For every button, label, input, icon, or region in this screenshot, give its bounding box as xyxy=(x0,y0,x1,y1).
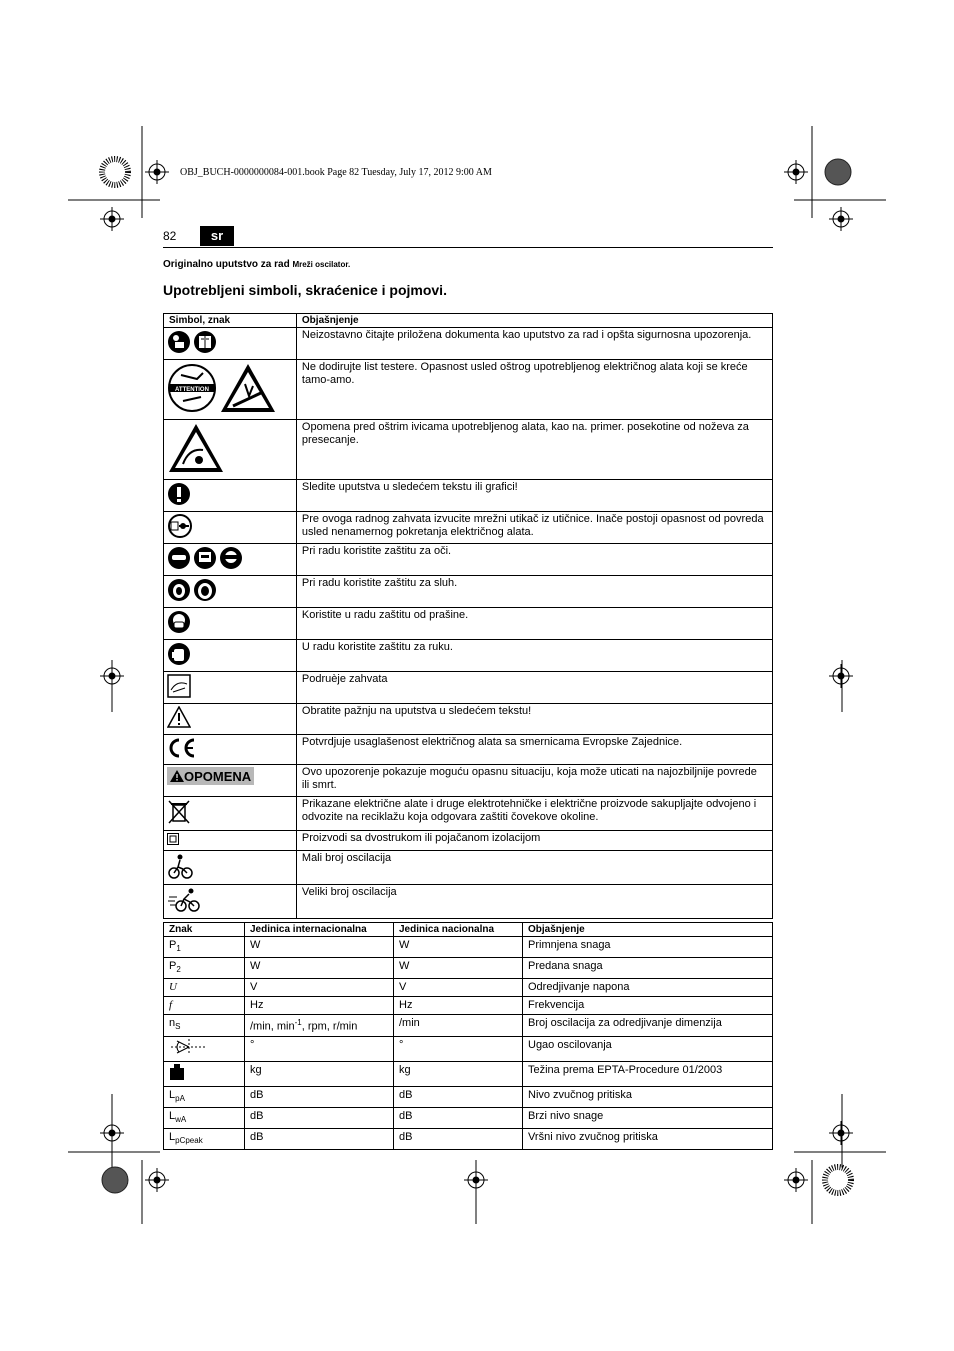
explanation-cell: Podruèje zahvata xyxy=(296,672,772,704)
explanation-cell: U radu koristite zaštitu za ruku. xyxy=(296,640,772,672)
goggles-icon xyxy=(219,546,243,573)
intl-unit-cell: W xyxy=(245,958,394,979)
double-insulation-icon xyxy=(167,833,179,848)
symbol-cell xyxy=(164,544,297,576)
natl-unit-cell: Hz xyxy=(394,997,523,1015)
symbol-table xyxy=(163,313,773,919)
opomena-label xyxy=(167,767,254,785)
explanation-cell: Neizostavno čitajte priložena dokumenta kao uputstvo za rad i opšta sigurnosna upozorenja. xyxy=(296,328,772,360)
sign-cell: $P_1$ xyxy=(164,937,245,958)
table-row xyxy=(164,704,773,735)
table-row xyxy=(164,885,773,919)
table-row xyxy=(164,735,773,765)
table-row xyxy=(164,1036,773,1061)
slow-cyclist-icon xyxy=(167,853,193,882)
explanation-cell: Pre ovoga radnog zahvata izvucite mrežni utikač iz utičnice. Inače postoji opasnost od povreda usled nenamernog pokretanja električnog alata. xyxy=(296,512,772,544)
symbol-cell xyxy=(164,640,297,672)
header-rule xyxy=(163,247,773,248)
symbol-cell xyxy=(164,480,297,512)
table-row xyxy=(164,328,773,360)
description-cell: Primnjena snaga xyxy=(523,937,773,958)
eye-protection-icon xyxy=(167,546,191,573)
sign-cell: f xyxy=(164,997,245,1015)
explanation-cell: Obratite pažnju na uputstva u sledećem tekstu! xyxy=(296,704,772,735)
table-row xyxy=(164,937,773,958)
explanation-cell: Sledite uputstva u sledećem tekstu ili grafici! xyxy=(296,480,772,512)
page-number: 82 xyxy=(163,229,177,243)
intl-unit-cell: V xyxy=(245,979,394,997)
intl-unit-cell: dB xyxy=(245,1107,394,1128)
table-row xyxy=(164,608,773,640)
sign-cell: $n_S$ xyxy=(164,1015,245,1036)
dust-mask-icon xyxy=(167,610,191,637)
weee-bin-icon xyxy=(167,799,191,828)
table-row xyxy=(164,831,773,851)
description-cell: Frekvencija xyxy=(523,997,773,1015)
language-badge: sr xyxy=(200,226,234,246)
intl-unit-cell: dB xyxy=(245,1086,394,1107)
table-row xyxy=(164,851,773,885)
description-cell: Ugao oscilovanja xyxy=(523,1036,773,1061)
header-symbol: Simbol, znak xyxy=(164,314,297,328)
symbol-cell xyxy=(164,576,297,608)
subtitle-tool: Mreži oscilator. xyxy=(292,260,351,269)
svg-text:ATTENTION: ATTENTION xyxy=(175,387,209,393)
explanation-cell: Koristite u radu zaštitu od prašine. xyxy=(296,608,772,640)
subtitle-main: Originalno uputstvo za rad xyxy=(163,259,293,270)
warning-triangle-cut-icon xyxy=(167,422,225,477)
table-row xyxy=(164,1086,773,1107)
symbol-cell xyxy=(164,360,297,420)
fast-cyclist-icon xyxy=(167,887,201,916)
sign-cell xyxy=(164,1036,245,1061)
header-description: Objašnjenje xyxy=(523,923,773,937)
explanation-cell: Pri radu koristite zaštitu za oči. xyxy=(296,544,772,576)
symbol-cell xyxy=(164,420,297,480)
table-row xyxy=(164,958,773,979)
description-cell: Vršni nivo zvučnog pritiska xyxy=(523,1128,773,1149)
description-cell: Težina prema EPTA-Procedure 01/2003 xyxy=(523,1061,773,1086)
description-cell: Nivo zvučnog pritiska xyxy=(523,1086,773,1107)
explanation-cell: Ne dodirujte list testere. Opasnost usled oštrog upotrebljenog električnog alata koji se kreće tamo-amo. xyxy=(296,360,772,420)
work-area-icon xyxy=(167,674,191,701)
explanation-cell: Mali broj oscilacija xyxy=(296,851,772,885)
intl-unit-cell: ° xyxy=(245,1036,394,1061)
header-natl-unit: Jedinica nacionalna xyxy=(394,923,523,937)
sign-cell: $L_{wA}$ xyxy=(164,1107,245,1128)
unit-table xyxy=(163,922,773,1150)
table-row xyxy=(164,544,773,576)
natl-unit-cell: dB xyxy=(394,1086,523,1107)
intl-unit-cell: Hz xyxy=(245,997,394,1015)
caution-triangle-icon xyxy=(167,706,191,731)
ce-mark-icon xyxy=(167,737,197,762)
header-sign: Znak xyxy=(164,923,245,937)
oscillation-angle-icon xyxy=(169,1047,209,1059)
intl-unit-cell: kg xyxy=(245,1061,394,1086)
description-cell: Odredjivanje napona xyxy=(523,979,773,997)
explanation-cell: Potvrdjuje usaglašenost električnog alata sa smernicama Evropske Zajednice. xyxy=(296,735,772,765)
natl-unit-cell: dB xyxy=(394,1107,523,1128)
ear-protection-icon xyxy=(167,578,191,605)
intl-unit-cell: W xyxy=(245,937,394,958)
symbol-cell xyxy=(164,512,297,544)
gloves-icon xyxy=(167,642,191,669)
warning-triangle-blade-icon xyxy=(219,362,277,417)
print-line: OBJ_BUCH-0000000084-001.book Page 82 Tuesday, July 17, 2012 9:00 AM xyxy=(180,167,492,178)
table-row xyxy=(164,640,773,672)
natl-unit-cell: kg xyxy=(394,1061,523,1086)
description-cell: Predana snaga xyxy=(523,958,773,979)
table-row xyxy=(164,1107,773,1128)
exclamation-icon xyxy=(167,482,191,509)
table-row xyxy=(164,360,773,420)
symbol-cell xyxy=(164,735,297,765)
symbol-cell xyxy=(164,885,297,919)
symbol-cell xyxy=(164,672,297,704)
explanation-cell: Pri radu koristite zaštitu za sluh. xyxy=(296,576,772,608)
table-row xyxy=(164,420,773,480)
explanation-cell: Ovo upozorenje pokazuje moguću opasnu situaciju, koja može uticati na najozbiljnije povrede ili smrt. xyxy=(296,765,772,797)
table-row xyxy=(164,672,773,704)
sign-cell: $L_{pCpeak}$ xyxy=(164,1128,245,1149)
symbol-cell xyxy=(164,328,297,360)
table-row xyxy=(164,979,773,997)
ear-muff-icon xyxy=(193,578,217,605)
table-row xyxy=(164,480,773,512)
natl-unit-cell: dB xyxy=(394,1128,523,1149)
table-row xyxy=(164,1061,773,1086)
symbol-cell xyxy=(164,797,297,831)
natl-unit-cell: W xyxy=(394,958,523,979)
section-title: Upotrebljeni simboli, skraćenice i pojmovi. xyxy=(163,282,447,298)
symbol-cell xyxy=(164,851,297,885)
header-explanation: Objašnjenje xyxy=(296,314,772,328)
explanation-cell: Opomena pred oštrim ivicama upotrebljenog alata, kao na. primer. posekotine od noževa za presecanje. xyxy=(296,420,772,480)
unplug-icon xyxy=(167,514,193,541)
book-icon xyxy=(193,330,217,357)
table-row xyxy=(164,512,773,544)
table-row xyxy=(164,1128,773,1149)
explanation-cell: Prikazane električne alate i druge elektrotehničke i električne proizvode sakupljajte odvojeno i odvozite na reciklažu koja odgovara zaštiti čovekove okoline. xyxy=(296,797,772,831)
weight-icon xyxy=(169,1072,185,1084)
description-cell: Brzi nivo snage xyxy=(523,1107,773,1128)
table-row xyxy=(164,797,773,831)
sign-cell: $P_2$ xyxy=(164,958,245,979)
symbol-cell xyxy=(164,765,297,797)
table-row xyxy=(164,1015,773,1036)
table-row xyxy=(164,576,773,608)
opomena-text: OPOMENA xyxy=(184,768,252,784)
sign-cell xyxy=(164,1061,245,1086)
sign-cell: $L_{pA}$ xyxy=(164,1086,245,1107)
table-row xyxy=(164,997,773,1015)
explanation-cell: Proizvodi sa dvostrukom ili pojačanom izolacijom xyxy=(296,831,772,851)
table-row xyxy=(164,765,773,797)
intl-unit-cell: dB xyxy=(245,1128,394,1149)
subtitle xyxy=(163,259,350,270)
sign-cell: U xyxy=(164,979,245,997)
natl-unit-cell: W xyxy=(394,937,523,958)
warning-triangle-icon xyxy=(170,770,184,782)
read-manual-icon xyxy=(167,330,191,357)
face-shield-icon xyxy=(193,546,217,573)
natl-unit-cell: ° xyxy=(394,1036,523,1061)
symbol-cell xyxy=(164,704,297,735)
natl-unit-cell: V xyxy=(394,979,523,997)
symbol-cell xyxy=(164,831,297,851)
header-intl-unit: Jedinica internacionalna xyxy=(245,923,394,937)
description-cell: Broj oscilacija za odredjivanje dimenzija xyxy=(523,1015,773,1036)
attention-icon xyxy=(167,363,217,416)
natl-unit-cell: /min xyxy=(394,1015,523,1036)
explanation-cell: Veliki broj oscilacija xyxy=(296,885,772,919)
intl-unit-cell: /min, $\min^{-1}$, rpm, r/min xyxy=(245,1015,394,1036)
symbol-cell xyxy=(164,608,297,640)
